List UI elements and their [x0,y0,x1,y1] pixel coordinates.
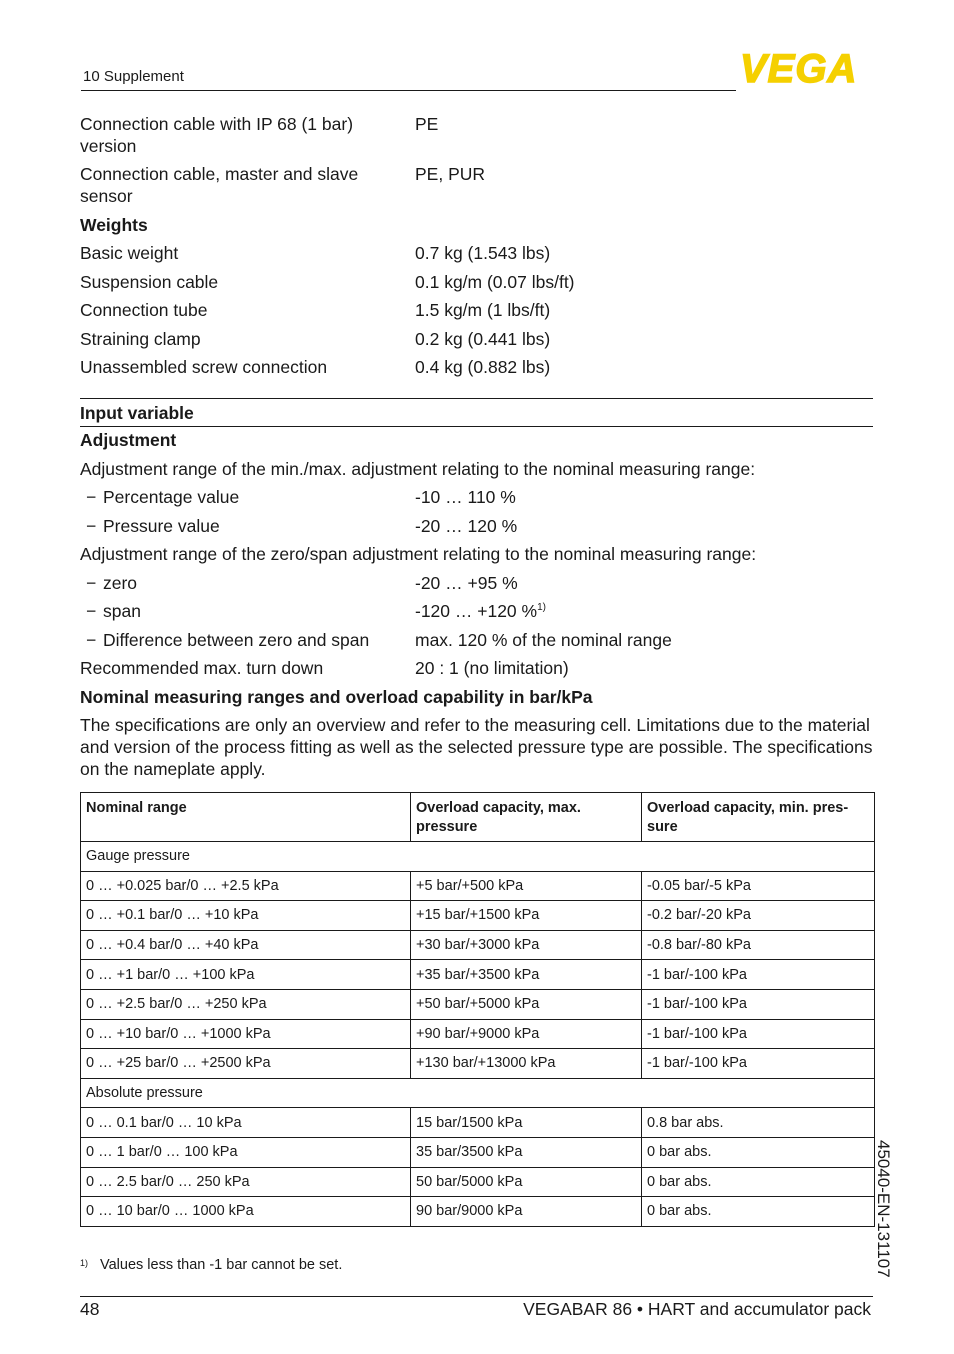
group-label: Gauge pressure [81,842,875,872]
dash-bullet: − [86,630,97,650]
table-cell: -1 bar/-100 kPa [642,989,875,1019]
footnote-mark: 1) [80,1258,89,1268]
table-row [81,1108,875,1138]
table-cell: 0 … +1 bar/0 … +100 kPa [81,960,411,990]
table-cell: -1 bar/-100 kPa [642,960,875,990]
column-header: Nominal range [81,793,411,842]
logo-text: VEGA [740,50,858,86]
table-row [81,1019,875,1049]
table-cell: 50 bar/5000 kPa [411,1167,642,1197]
weight-label: Unassembled screw connection [80,357,328,377]
table-cell: 0.8 bar abs. [642,1108,875,1138]
group-label: Absolute pressure [81,1078,875,1108]
table-cell: 90 bar/9000 kPa [411,1197,642,1227]
spec-value: PE, PUR [415,164,486,184]
section-divider [80,426,873,427]
table-row [81,1049,875,1079]
minmax-intro: Adjustment range of the min./max. adjustment relating to the nominal measuring range: [80,459,756,479]
table-cell: 15 bar/1500 kPa [411,1108,642,1138]
table-cell: 0 … +10 bar/0 … +1000 kPa [81,1019,411,1049]
dash-bullet: − [86,601,97,621]
table-cell: 0 … 0.1 bar/0 … 10 kPa [81,1108,411,1138]
table-cell: 0 … 10 bar/0 … 1000 kPa [81,1197,411,1227]
table-cell: 0 bar abs. [642,1137,875,1167]
table-row [81,989,875,1019]
table-cell: -0.8 bar/-80 kPa [642,930,875,960]
table-row [81,960,875,990]
spec-label: Connection cable with IP 68 (1 bar) version [80,114,354,156]
table-row [81,1137,875,1167]
table-cell: +130 bar/+13000 kPa [411,1049,642,1079]
adjustment-heading: Adjustment [80,430,177,450]
table-cell: 0 … 1 bar/0 … 100 kPa [81,1137,411,1167]
spec-label: Connection cable, master and slave sensor [80,164,359,206]
weight-value: 0.7 kg (1.543 lbs) [415,243,551,263]
table-row [81,1167,875,1197]
table-row [81,1197,875,1227]
table-cell: 0 … +0.4 bar/0 … +40 kPa [81,930,411,960]
column-header: Overload capacity, max. pressure [411,793,642,842]
table-cell: +30 bar/+3000 kPa [411,930,642,960]
weight-value: 1.5 kg/m (1 lbs/ft) [415,300,551,320]
table-cell: +90 bar/+9000 kPa [411,1019,642,1049]
column-header: Overload capacity, min. pres-sure [642,793,875,842]
header-divider [81,90,736,91]
table-cell: 0 … +25 bar/0 … +2500 kPa [81,1049,411,1079]
table-cell: +50 bar/+5000 kPa [411,989,642,1019]
table-cell: +5 bar/+500 kPa [411,871,642,901]
document-code: 45040-EN-131107 [874,1140,893,1278]
ranges-paragraph: The specifications are only an overview and refer to the measuring cell. Limitations due to the material and version of the process fitting as well as the selected pressure type are possible. The specifications on the nameplate apply. [80,715,873,779]
minmax-value: -20 … 120 % [415,516,518,536]
turndown-label: Recommended max. turn down [80,658,324,678]
zerospan-value: max. 120 % of the nominal range [415,630,672,650]
section-divider [80,398,873,399]
table-row [81,930,875,960]
table-row [81,901,875,931]
table-cell: -1 bar/-100 kPa [642,1019,875,1049]
weight-value: 0.2 kg (0.441 lbs) [415,329,551,349]
zerospan-label: Difference between zero and span [103,630,370,650]
table-cell: +35 bar/+3500 kPa [411,960,642,990]
table-cell: 0 bar abs. [642,1167,875,1197]
zerospan-label: zero [103,573,138,593]
minmax-value: -10 … 110 % [415,487,516,507]
product-name: VEGABAR 86 • HART and accumulator pack [523,1299,871,1319]
zerospan-value [415,600,546,622]
dash-bullet: − [86,487,97,507]
spec-value: PE [415,114,439,134]
weight-label: Connection tube [80,300,208,320]
weights-heading: Weights [80,215,148,235]
weight-label: Suspension cable [80,272,219,292]
weight-label: Straining clamp [80,329,201,349]
span-value-text: -120 … +120 % [415,601,538,621]
footer-divider [80,1296,873,1297]
input-variable-heading: Input variable [80,403,194,423]
section-title: 10 Supplement [83,68,184,85]
ranges-heading: Nominal measuring ranges and overload capability in bar/kPa [80,687,593,707]
table-cell: 0 … +0.025 bar/0 … +2.5 kPa [81,871,411,901]
ranges-table [80,792,875,1227]
table-row [81,871,875,901]
footnote-text: Values less than -1 bar cannot be set. [100,1257,343,1273]
zerospan-label: span [103,601,141,621]
table-cell: -0.2 bar/-20 kPa [642,901,875,931]
weight-value: 0.1 kg/m (0.07 lbs/ft) [415,272,575,292]
table-cell: 0 … +2.5 bar/0 … +250 kPa [81,989,411,1019]
table-group-row [81,1078,875,1108]
zerospan-value: -20 … +95 % [415,573,518,593]
turndown-value: 20 : 1 (no limitation) [415,658,569,678]
table-cell: 35 bar/3500 kPa [411,1137,642,1167]
vega-logo [740,50,874,86]
zerospan-intro: Adjustment range of the zero/span adjustment relating to the nominal measuring range: [80,544,757,564]
weight-value: 0.4 kg (0.882 lbs) [415,357,551,377]
dash-bullet: − [86,573,97,593]
page-number: 48 [80,1299,100,1319]
table-header-row [81,793,875,842]
table-cell: 0 … +0.1 bar/0 … +10 kPa [81,901,411,931]
table-cell: -1 bar/-100 kPa [642,1049,875,1079]
table-cell: -0.05 bar/-5 kPa [642,871,875,901]
table-cell: 0 bar abs. [642,1197,875,1227]
minmax-label: Pressure value [103,516,220,536]
footnote-ref: 1) [537,602,546,614]
table-cell: +15 bar/+1500 kPa [411,901,642,931]
table-cell: 0 … 2.5 bar/0 … 250 kPa [81,1167,411,1197]
table-group-row [81,842,875,872]
weight-label: Basic weight [80,243,179,263]
minmax-label: Percentage value [103,487,240,507]
dash-bullet: − [86,516,97,536]
